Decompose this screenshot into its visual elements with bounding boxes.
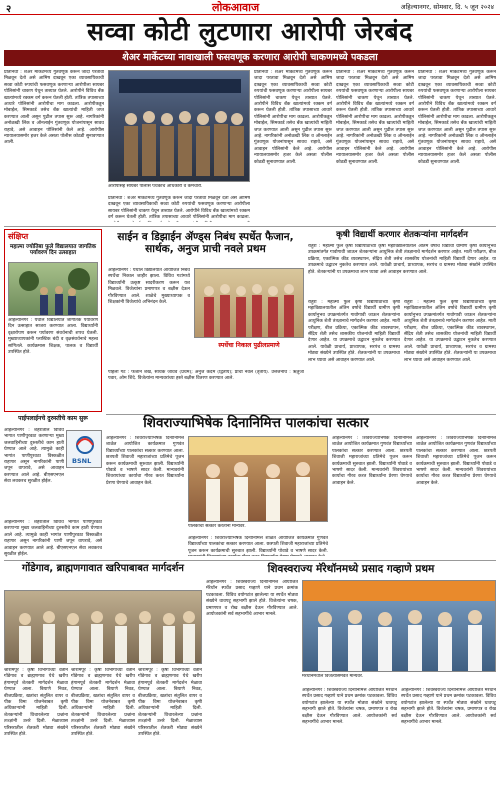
group-photo-illustration bbox=[109, 71, 250, 182]
lead-headline: सव्वा कोटी लुटणारा आरोपी जेरबंद bbox=[87, 17, 413, 46]
lead-body-col-4: प्रतिनिधी : शेअर मार्केटमध्ये गुंतवणूक करून जादा परतावा मिळवून देतो असे आमिष दाखवून एका व्यावसायिकाची सव्वा कोटी रुपयांची फसवणूक करणाऱ्या आरोपीला सायबर पोलिसांनी चाकण येथून ताब्यात घेतले. आरोपीने विविध बँक खात्यांमध्ये रक्कम वर्ग करून घेतली होती. तांत्रिक तपासाच्या आधारे पोलिसांनी आरोपीचा माग काढला. आरोपीकडून मोबाईल, सिमकार्ड तसेच बँक खात्यांची माहिती जप्त करण्यात आली असून पुढील तपास सुरू आहे. नागरिकांनी अनोळखी लिंक व ऑनलाईन गुंतवणूक योजनांपासून सावध राहावे, असे आवाहन पोलिसांनी केले आहे. आरोपीस न्यायालयासमोर हजर केले असता पोलीस कोठडी सुनावण्यात आली. bbox=[336, 70, 414, 165]
story2-results-title: स्पर्धेचा निकाल पुढीलप्रमाणे bbox=[218, 342, 280, 349]
story2-body: अहिल्यानगर : येथील विद्यालयात आयोजित निबंध स्पर्धेचा निकाल जाहीर झाला. विविध गटांमध्ये विद्यार्थ्यांनी उत्कृष्ट सादरीकरण करून यश मिळवले. विजेत्यांना प्रमाणपत्र व बक्षीस देऊन गौरविण्यात आले. शाळेचे मुख्याध्यापक व शिक्षकांनी विजेत्यांचे अभिनंदन केले. bbox=[108, 268, 190, 306]
story3-body-col-1: राहुरी : महात्मा फुले कृषी विद्यापीठाच्या कृषी महाविद्यालयातील अंतिम वर्षाचे विद्यार्थी ग्रामीण कृषी कार्यानुभव उपक्रमांतर्गत गावोगावी जाऊन शेतकऱ्यांना आधुनिक शेती तंत्रज्ञानाचे मार्गदर्शन करणार आहेत. माती परीक्षण, बीज प्रक्रिया, एकात्मिक कीड व्यवस्थापन, सेंद्रिय शेती तसेच शासकीय योजनांची माहिती विद्यार्थी देणार आहेत. या उपक्रमाचे उद्घाटन नुकतेच करण्यात आले. यावेळी प्राचार्य, प्राध्यापक, सरपंच व ग्रामस्थ मोठ्या संख्येने उपस्थित होते. शेतकऱ्यांनी या उपक्रमाचा लाभ घ्यावा असे आवाहन करण्यात आले. bbox=[308, 300, 400, 363]
story5-headline: गोंडेगाव, ब्राह्मणगावात खरिपाबाबत मार्गदर्शन bbox=[22, 563, 184, 574]
story2-photo bbox=[194, 268, 304, 338]
story3-headline: कृषी विद्यार्थी करणार शेतकऱ्यांना मार्गदर्शन bbox=[336, 230, 468, 240]
lead-photo-caption: आरोपीसह सायबर पोलीस पथकाचे अधिकारी व कर्मचारी. bbox=[108, 184, 203, 189]
date-line: अहिल्यानगर, सोमवार, दि. ५ जून २०२४ bbox=[400, 3, 494, 11]
story5-body-col-3: श्रीरामपूर : कृषी विभागाच्या वतीने गोंडेगाव व ब्राह्मणगाव येथे खरीप हंगामपूर्व शेतकरी मार्गदर्शन मेळावा घेण्यात आला. बियाणे निवड, बीजप्रक्रिया, खतांचा संतुलित वापर व पीक विमा योजनेबाबत कृषी अधिकाऱ्यांनी माहिती दिली. शेतकऱ्यांनी विचारलेल्या प्रश्नांना तज्ज्ञांनी उत्तरे दिली. मेळाव्यास परिसरातील शेतकरी मोठ्या संख्येने उपस्थित होते. bbox=[138, 668, 202, 738]
lead-body-col-5: प्रतिनिधी : शेअर मार्केटमध्ये गुंतवणूक करून जादा परतावा मिळवून देतो असे आमिष दाखवून एका व्यावसायिकाची सव्वा कोटी रुपयांची फसवणूक करणाऱ्या आरोपीला सायबर पोलिसांनी चाकण येथून ताब्यात घेतले. आरोपीने विविध बँक खात्यांमध्ये रक्कम वर्ग करून घेतली होती. तांत्रिक तपासाच्या आधारे पोलिसांनी आरोपीचा माग काढला. आरोपीकडून मोबाईल, सिमकार्ड तसेच बँक खात्यांची माहिती जप्त करण्यात आली असून पुढील तपास सुरू आहे. नागरिकांनी अनोळखी लिंक व ऑनलाईन गुंतवणूक योजनांपासून सावध राहावे, असे आवाहन पोलिसांनी केले आहे. आरोपीस न्यायालयासमोर हजर केले असता पोलीस कोठडी सुनावण्यात आली. bbox=[418, 70, 496, 165]
story2-headline: साईन व डिझाईन ॲण्ड्स निबंध स्पर्धेत फैजान, सार्थक, अनुज प्राची नवले प्रथम bbox=[117, 231, 294, 256]
lead-body-col-1: प्रतिनिधी : शेअर मार्केटमध्ये गुंतवणूक करून जादा परतावा मिळवून देतो असे आमिष दाखवून एका व्यावसायिकाची सव्वा कोटी रुपयांची फसवणूक करणाऱ्या आरोपीला सायबर पोलिसांनी चाकण येथून ताब्यात घेतले. आरोपीने विविध बँक खात्यांमध्ये रक्कम वर्ग करून घेतली होती. तांत्रिक तपासाच्या आधारे पोलिसांनी आरोपीचा माग काढला. आरोपीकडून मोबाईल, सिमकार्ड तसेच बँक खात्यांची माहिती जप्त करण्यात आली असून पुढील तपास सुरू आहे. नागरिकांनी अनोळखी लिंक व ऑनलाईन गुंतवणूक योजनांपासून सावध राहावे, असे आवाहन पोलिसांनी केले आहे. आरोपीस न्यायालयासमोर हजर केले असता पोलीस कोठडी सुनावण्यात आली. bbox=[4, 70, 104, 146]
story4-body-col-4: अहिल्यानगर : शिवराज्याभिषेक दिनानिमित्त शाळेत आयोजित कार्यक्रमात गुणवंत विद्यार्थ्यांच्या पालकांचा सत्कार करण्यात आला. छत्रपती शिवाजी महाराजांच्या प्रतिमेचे पूजन करून कार्यक्रमाची सुरुवात झाली. विद्यार्थ्यांनी पोवाडे व भाषणे सादर केली. मान्यवरांनी शिवरायांच्या कार्याचा गौरव करत विद्यार्थ्यांना प्रेरणा घेण्याचे आवाहन केले. bbox=[416, 436, 496, 486]
felicitation-illustration bbox=[189, 437, 328, 522]
story6-body-col-3: अहिल्यानगर : शिवस्वराज्य दिनानिमित्त आयोजित मॅरेथॉन स्पर्धेत प्रसाद गव्हाणे याने प्रथम क्रमांक पटकावला. विविध वयोगटांत झालेल्या या स्पर्धेत मोठ्या संख्येने धावपटू सहभागी झाले होते. विजेत्यांना चषक, प्रमाणपत्र व रोख बक्षीस देऊन गौरविण्यात आले. आयोजकांनी सर्व सहभागींचे आभार मानले. bbox=[401, 688, 496, 726]
brief2-body-continued: अहिल्यानगर : शहरातील विविध भागात पाणीपुरवठा करणाऱ्या मुख्य जलवाहिनीच्या दुरुस्तीचे काम हाती घेण्यात आले आहे. त्यामुळे काही भागांत पाणीपुरवठा विस्कळीत राहणार असून नागरिकांनी पाणी जपून वापरावे, असे आवाहन करण्यात आले आहे. बीएसएनएल सेवा लवकरच सुरळीत होईल. bbox=[4, 520, 102, 558]
story6-body-col-1: अहिल्यानगर : शिवस्वराज्य दिनानिमित्त आयोजित मॅरेथॉन स्पर्धेत प्रसाद गव्हाणे याने प्रथम क्रमांक पटकावला. विविध वयोगटांत झालेल्या या स्पर्धेत मोठ्या संख्येने धावपटू सहभागी झाले होते. विजेत्यांना चषक, प्रमाणपत्र व रोख बक्षीस देऊन गौरविण्यात आले. आयोजकांनी सर्व सहभागींचे आभार मानले. bbox=[206, 580, 298, 618]
bsnl-brand: BSNL bbox=[72, 457, 92, 465]
lead-body-col-3: प्रतिनिधी : शेअर मार्केटमध्ये गुंतवणूक करून जादा परतावा मिळवून देतो असे आमिष दाखवून एका व्यावसायिकाची सव्वा कोटी रुपयांची फसवणूक करणाऱ्या आरोपीला सायबर पोलिसांनी चाकण येथून ताब्यात घेतले. आरोपीने विविध बँक खात्यांमध्ये रक्कम वर्ग करून घेतली होती. तांत्रिक तपासाच्या आधारे पोलिसांनी आरोपीचा माग काढला. आरोपीकडून मोबाईल, सिमकार्ड तसेच बँक खात्यांची माहिती जप्त करण्यात आली असून पुढील तपास सुरू आहे. नागरिकांनी अनोळखी लिंक व ऑनलाईन गुंतवणूक योजनांपासून सावध राहावे, असे आवाहन पोलिसांनी केले आहे. आरोपीस न्यायालयासमोर हजर केले असता पोलीस कोठडी सुनावण्यात आली. bbox=[254, 70, 332, 165]
lead-body-col-2: प्रतिनिधी : शेअर मार्केटमध्ये गुंतवणूक करून जादा परतावा मिळवून देतो असे आमिष दाखवून एका व्यावसायिकाची सव्वा कोटी रुपयांची फसवणूक करणाऱ्या आरोपीला सायबर पोलिसांनी चाकण येथून ताब्यात घेतले. आरोपीने विविध बँक खात्यांमध्ये रक्कम वर्ग करून घेतली होती. तांत्रिक तपासाच्या आधारे पोलिसांनी आरोपीचा माग काढला. bbox=[108, 196, 250, 221]
brief-body: अहिल्यानगर : येथील विद्यालयात जागतिक पर्यावरण दिन उत्साहात साजरा करण्यात आला. विद्यार्थ्यांनी वृक्षारोपण करून पर्यावरण संवर्धनाची शपथ घेतली. मुख्याध्यापकांनी प्लास्टिक बंदी व वृक्षसंवर्धनाचे महत्त्व सांगितले. कार्यक्रमास शिक्षक, पालक व विद्यार्थी उपस्थित होते. bbox=[8, 318, 98, 356]
brief2-headline: पाईपलाईनचे दुरुस्तीचे काम सुरू bbox=[18, 415, 88, 422]
story6-photo bbox=[302, 580, 496, 672]
divider bbox=[4, 226, 496, 227]
masthead: लोकआवाज bbox=[212, 1, 260, 14]
story2-results: पहिली गट : फैजान शेख, सार्थक जाधव (प्रथम); अनुज कदम (द्वितीय); प्राची नवले (तृतीय). उत्तेजनार्थ : ऋतुजा पवार, ओम शिंदे. विजेत्यांना मान्यवरांच्या हस्ते बक्षीस वितरण करण्यात आले. bbox=[108, 370, 304, 382]
farmers-meeting-illustration bbox=[5, 591, 202, 664]
brief2-body: अहिल्यानगर : शहरातील विविध भागात पाणीपुरवठा करणाऱ्या मुख्य जलवाहिनीच्या दुरुस्तीचे काम हाती घेण्यात आले आहे. त्यामुळे काही भागांत पाणीपुरवठा विस्कळीत राहणार असून नागरिकांनी पाणी जपून वापरावे, असे आवाहन करण्यात आले आहे. बीएसएनएल सेवा लवकरच सुरळीत होईल. bbox=[4, 428, 64, 485]
brief-kicker: संक्षिप्त bbox=[8, 232, 29, 241]
story4-photo-caption: पालकांचा सत्कार करताना मान्यवर. bbox=[188, 524, 246, 529]
students-group-illustration bbox=[195, 269, 304, 338]
page-header bbox=[0, 0, 500, 15]
story4-body-col-2: अहिल्यानगर : शिवराज्याभिषेक दिनानिमित्त शाळेत आयोजित कार्यक्रमात गुणवंत विद्यार्थ्यांच्या पालकांचा सत्कार करण्यात आला. छत्रपती शिवाजी महाराजांच्या प्रतिमेचे पूजन करून कार्यक्रमाची सुरुवात झाली. विद्यार्थ्यांनी पोवाडे व भाषणे सादर केली. bbox=[188, 536, 328, 554]
page-number: २ bbox=[6, 4, 12, 15]
story4-body-col-1: अहिल्यानगर : शिवराज्याभिषेक दिनानिमित्त शाळेत आयोजित कार्यक्रमात गुणवंत विद्यार्थ्यांच्या पालकांचा सत्कार करण्यात आला. छत्रपती शिवाजी महाराजांच्या प्रतिमेचे पूजन करून कार्यक्रमाची सुरुवात झाली. विद्यार्थ्यांनी पोवाडे व भाषणे सादर केली. मान्यवरांनी शिवरायांच्या कार्याचा गौरव करत विद्यार्थ्यांना प्रेरणा घेण्याचे आवाहन केले. bbox=[106, 436, 184, 486]
story4-headline: शिवराज्याभिषेक दिनानिमित्त पालकांचा सत्कार bbox=[143, 415, 369, 431]
story6-photo-caption: मॅरेथॉनमधील विजेत्यांसमवेत मान्यवर. bbox=[302, 674, 364, 679]
story5-body-col-1: श्रीरामपूर : कृषी विभागाच्या वतीने गोंडेगाव व ब्राह्मणगाव येथे खरीप हंगामपूर्व शेतकरी मार्गदर्शन मेळावा घेण्यात आला. बियाणे निवड, बीजप्रक्रिया, खतांचा संतुलित वापर व पीक विमा योजनेबाबत कृषी अधिकाऱ्यांनी माहिती दिली. शेतकऱ्यांनी विचारलेल्या प्रश्नांना तज्ज्ञांनी उत्तरे दिली. मेळाव्यास परिसरातील शेतकरी मोठ्या संख्येने उपस्थित होते. bbox=[4, 668, 68, 738]
bsnl-logo bbox=[66, 430, 102, 468]
story6-headline: शिवस्वराज्य मॅरेथॉनमध्ये प्रसाद गव्हाणे प्रथम bbox=[267, 563, 435, 575]
marathon-winners-illustration bbox=[303, 581, 496, 672]
story5-body-col-2: श्रीरामपूर : कृषी विभागाच्या वतीने गोंडेगाव व ब्राह्मणगाव येथे खरीप हंगामपूर्व शेतकरी मार्गदर्शन मेळावा घेण्यात आला. बियाणे निवड, बीजप्रक्रिया, खतांचा संतुलित वापर व पीक विमा योजनेबाबत कृषी अधिकाऱ्यांनी माहिती दिली. शेतकऱ्यांनी विचारलेल्या प्रश्नांना तज्ज्ञांनी उत्तरे दिली. मेळाव्यास परिसरातील शेतकरी मोठ्या संख्येने उपस्थित होते. bbox=[71, 668, 135, 738]
brief-headline: महात्मा ज्योतिबा फुले विद्यालयात जागतिक पर्यावरण दिन उत्साहात bbox=[9, 244, 97, 257]
lead-subhead: शेअर मार्केटच्या नावाखाली फसवणूक करणारा आरोपी चाकणमध्ये पकडला bbox=[4, 50, 496, 66]
story4-body-col-3: अहिल्यानगर : शिवराज्याभिषेक दिनानिमित्त शाळेत आयोजित कार्यक्रमात गुणवंत विद्यार्थ्यांच्या पालकांचा सत्कार करण्यात आला. छत्रपती शिवाजी महाराजांच्या प्रतिमेचे पूजन करून कार्यक्रमाची सुरुवात झाली. विद्यार्थ्यांनी पोवाडे व भाषणे सादर केली. मान्यवरांनी शिवरायांच्या कार्याचा गौरव करत विद्यार्थ्यांना प्रेरणा घेण्याचे आवाहन केले. bbox=[332, 436, 412, 486]
lead-photo bbox=[108, 70, 250, 182]
story3-body-top: राहुरी : महात्मा फुले कृषी विद्यापीठाच्या कृषी महाविद्यालयातील अंतिम वर्षाचे विद्यार्थी ग्रामीण कृषी कार्यानुभव उपक्रमांतर्गत गावोगावी जाऊन शेतकऱ्यांना आधुनिक शेती तंत्रज्ञानाचे मार्गदर्शन करणार आहेत. माती परीक्षण, बीज प्रक्रिया, एकात्मिक कीड व्यवस्थापन, सेंद्रिय शेती तसेच शासकीय योजनांची माहिती विद्यार्थी देणार आहेत. या उपक्रमाचे उद्घाटन नुकतेच करण्यात आले. यावेळी प्राचार्य, प्राध्यापक, सरपंच व ग्रामस्थ मोठ्या संख्येने उपस्थित होते. शेतकऱ्यांनी या उपक्रमाचा लाभ घ्यावा असे आवाहन करण्यात आले. bbox=[308, 244, 496, 275]
divider bbox=[4, 560, 496, 561]
story4-photo bbox=[188, 436, 328, 522]
brief-photo bbox=[8, 262, 98, 316]
story3-body-col-2: राहुरी : महात्मा फुले कृषी विद्यापीठाच्या कृषी महाविद्यालयातील अंतिम वर्षाचे विद्यार्थी ग्रामीण कृषी कार्यानुभव उपक्रमांतर्गत गावोगावी जाऊन शेतकऱ्यांना आधुनिक शेती तंत्रज्ञानाचे मार्गदर्शन करणार आहेत. माती परीक्षण, बीज प्रक्रिया, एकात्मिक कीड व्यवस्थापन, सेंद्रिय शेती तसेच शासकीय योजनांची माहिती विद्यार्थी देणार आहेत. या उपक्रमाचे उद्घाटन नुकतेच करण्यात आले. यावेळी प्राचार्य, प्राध्यापक, सरपंच व ग्रामस्थ मोठ्या संख्येने उपस्थित होते. शेतकऱ्यांनी या उपक्रमाचा लाभ घ्यावा असे आवाहन करण्यात आले. bbox=[404, 300, 496, 363]
story5-photo bbox=[4, 590, 202, 664]
tree-planting-illustration bbox=[9, 263, 98, 316]
story6-body-col-2: अहिल्यानगर : शिवस्वराज्य दिनानिमित्त आयोजित मॅरेथॉन स्पर्धेत प्रसाद गव्हाणे याने प्रथम क्रमांक पटकावला. विविध वयोगटांत झालेल्या या स्पर्धेत मोठ्या संख्येने धावपटू सहभागी झाले होते. विजेत्यांना चषक, प्रमाणपत्र व रोख बक्षीस देऊन गौरविण्यात आले. आयोजकांनी सर्व सहभागींचे आभार मानले. bbox=[302, 688, 397, 726]
